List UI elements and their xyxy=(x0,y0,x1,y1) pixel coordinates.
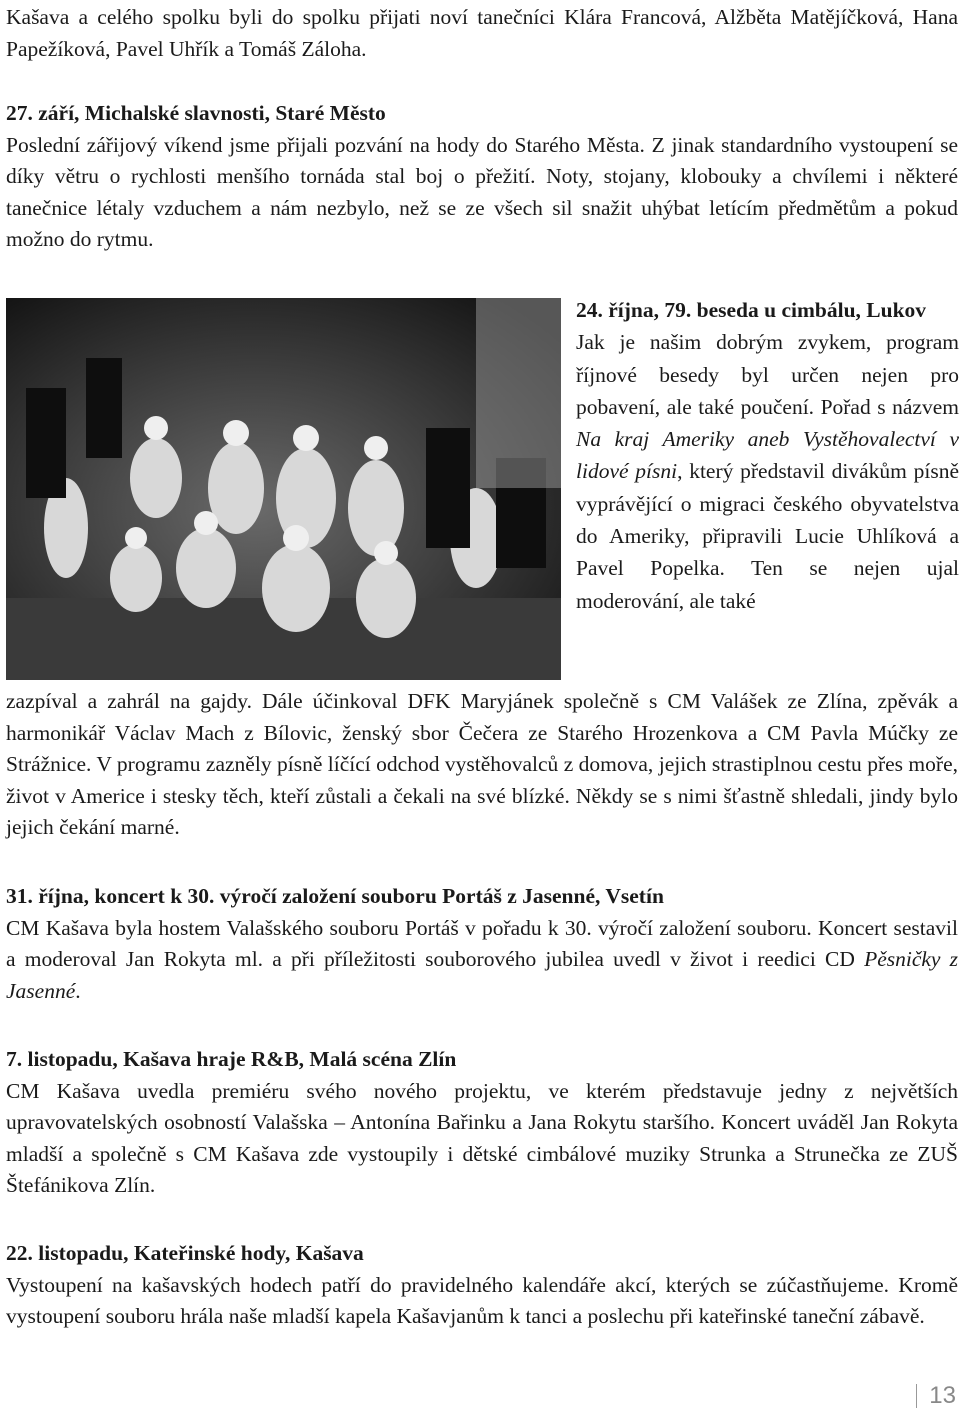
section-beseda-lukov-continuation xyxy=(6,686,958,844)
section-heading: 22. listopadu, Kateřinské hody, Kašava xyxy=(6,1241,364,1265)
section-heading: 31. října, koncert k 30. výročí založení souboru Portáš z Jasenné, Vsetín xyxy=(6,884,664,908)
photo-folk-dancers xyxy=(6,298,561,680)
section-body: Vystoupení na kašavských hodech patří do pravidelného kalendáře akcí, kterých se zúčastňujeme. Kromě vystoupení souboru hrála naše mladší kapela Kašavjanům k tanci a poslechu při kateřinské taneční zábavě. xyxy=(6,1272,958,1329)
section-portas-jasenna xyxy=(6,881,958,1007)
program-title: Na kraj Ameriky aneb Vystěhovalectví v lidové písni xyxy=(576,427,959,484)
section-body: zazpíval a zahrál na gajdy. Dále účinkoval DFK Maryjánek společně s CM Valášek ze Zlína, zpěvák a harmonikář Václav Mach z Bílovic, ženský sbor Čečera ze Starého Hrozenkova a CM Pavla Múčky ze Strážnice. V programu zazněly písně líčící odchod vystěhovalců z domova, jejich strastiplnou cestu přes moře, život v Americe i stesky těch, kteří zůstali a čekali na své blízké. Někdy se s nimi šťastně shledali, jindy bylo jejich čekání marné. xyxy=(6,689,958,840)
section-heading: 27. září, Michalské slavnosti, Staré Město xyxy=(6,101,386,125)
section-body: Poslední zářijový víkend jsme přijali pozvání na hody do Starého Města. Z jinak standardního vystoupení se díky větru o rychlosti menšího tornáda stal boj o přežití. Noty, stojany, klobouky a chvílemi i některé tanečnice létaly vzduchem a nám nezbylo, než se ze všech sil snažit uhýbat letícím předmětům a pokud možno do rytmu. xyxy=(6,132,958,252)
section-katerinske-hody xyxy=(6,1238,958,1333)
cd-title: Pěsničky z Jasenné xyxy=(6,947,959,1003)
section-body-continued: , který představil divákům písně vyprávějící o migraci českého obyvatelstva do Ameriky, připravili Lucie Uhlíková a Pavel Popelka. Ten se nejen ujal moderování, ale také xyxy=(576,459,959,613)
intro-text: Kašava a celého spolku byli do spolku přijati noví tanečníci Klára Francová, Alžběta Matějíčková, Hana Papežíková, Pavel Uhřík a Tomáš Záloha. xyxy=(6,5,958,61)
section-body: CM Kašava byla hostem Valašského souboru Portáš v pořadu k 30. výročí založení souboru. Koncert sestavil a moderoval Jan Rokyta ml. a při příležitosti souborového jubilea uvedl v život i reedici CD xyxy=(6,915,958,972)
section-body-end: . xyxy=(75,978,81,1003)
section-heading: 7. listopadu, Kašava hraje R&B, Malá scéna Zlín xyxy=(6,1047,457,1071)
section-beseda-lukov-column xyxy=(576,294,959,617)
photo-image xyxy=(6,298,561,680)
section-body: CM Kašava uvedla premiéru svého nového projektu, ve kterém představuje jedny z největších upravovatelských osobností Valašska – Antonína Bařinku a Jana Rokytu staršího. Koncert uváděl Jan Rokyta mladší a společně s CM Kašava zde vystoupily i dětské cimbálové muziky Strunka a Strunečka ze ZUŠ Štefánikova Zlín. xyxy=(6,1078,958,1198)
section-kasava-hraje xyxy=(6,1044,958,1202)
page-number: 13 xyxy=(916,1384,956,1408)
section-michalske-slavnosti xyxy=(6,98,958,256)
section-body: Jak je našim dobrým zvykem, program říjnové besedy byl určen nejen pro pobavení, ale také poučení. Pořad s názvem xyxy=(576,330,959,419)
intro-paragraph xyxy=(6,2,958,65)
section-heading: 24. října, 79. beseda u cimbálu, Lukov xyxy=(576,298,927,322)
